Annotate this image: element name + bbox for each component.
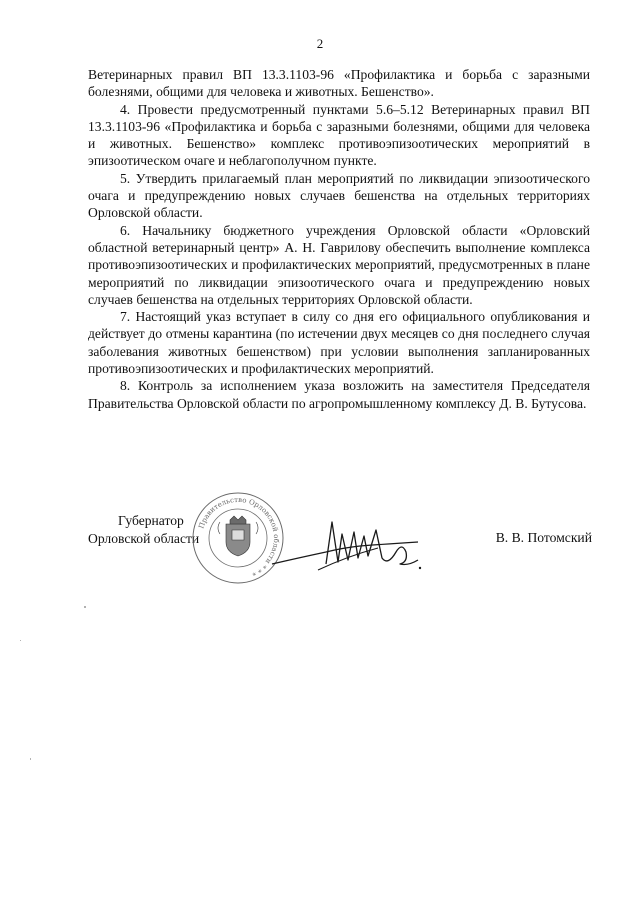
document-body — [88, 66, 590, 412]
scan-speck — [20, 640, 21, 641]
handwritten-signature — [268, 512, 428, 582]
signatory-name: В. В. Потомский — [495, 530, 592, 545]
signatory-title — [88, 512, 199, 547]
page-number: 2 — [316, 36, 324, 51]
scan-speck — [84, 606, 86, 608]
signatory-title-line2: Орловской области — [88, 530, 200, 546]
scan-speck — [30, 758, 31, 760]
signatory-title-line1: Губернатор — [118, 513, 184, 528]
paragraph-item-5: 5. Утвердить прилагаемый план мероприятий по ликвидации эпизоотического очага и предупреждению новых случаев бешенства на отдельных территориях Орловской области. — [88, 170, 590, 221]
paragraph-item-4: 4. Провести предусмотренный пунктами 5.6–5.12 Ветеринарных правил ВП 13.3.1103-96 «Профилактика и борьба с заразными болезнями, общими для человека и животных. Бешенство» комплекс противоэпизоотических мероприятий в эпизоотическом очаге и неблагополучном пункте. — [88, 101, 590, 169]
paragraph-item-7: 7. Настоящий указ вступает в силу со дня его официального опубликования и действует до отмены карантина (по истечении двух месяцев со дня последнего случая заболевания животных бешенством) при условии выполнения запланированных противоэпизоотических и профилактических мероприятий. — [88, 309, 590, 377]
paragraph-item-6: 6. Начальнику бюджетного учреждения Орловской области «Орловский областной ветеринарный центр» А. Н. Гаврилову обеспечить выполнение комплекса противоэпизоотических и профилактических мероприятий, предусмотренных в плане мероприятий по ликвидации эпизоотического очага и предупреждению новых случаев бешенства на отдельных территориях Орловской области. — [88, 222, 590, 307]
paragraph-continuation: Ветеринарных правил ВП 13.3.1103-96 «Профилактика и борьба с заразными болезнями, общими для человека и животных. Бешенство». — [88, 67, 590, 100]
svg-text:Правительство Орловской област: Правительство Орловской области * * * — [197, 495, 281, 578]
coat-of-arms-icon — [218, 516, 258, 556]
paragraph-item-8: 8. Контроль за исполнением указа возложить на заместителя Председателя Правительства Орловской области по агропромышленному комплексу Д. В. Бутусова. — [88, 378, 590, 411]
